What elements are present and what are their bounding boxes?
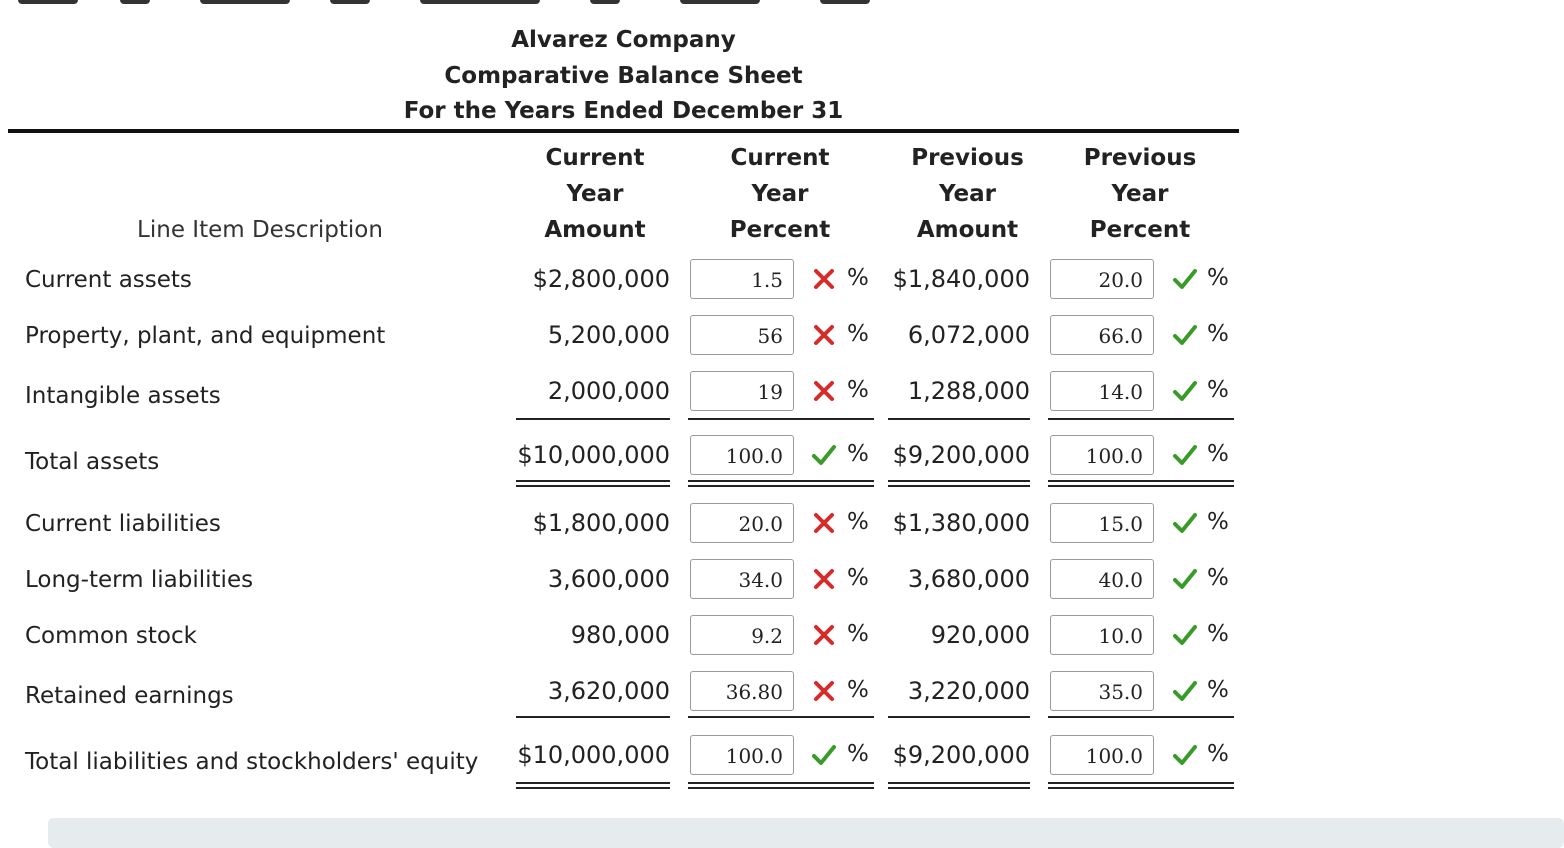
- statement-period: For the Years Ended December 31: [403, 98, 844, 124]
- common-stock-py-amount: 920,000: [930, 621, 1030, 649]
- ppe-cy-x-icon: [811, 322, 837, 348]
- current-liabilities-py-amount: $1,380,000: [892, 509, 1030, 537]
- total-assets-cy-percent-sign: %: [847, 441, 869, 467]
- intangible-assets-py-percent-sign: %: [1207, 377, 1229, 403]
- total-liab-equity-double-underline-2: [888, 782, 1030, 789]
- current-assets-py-amount: $1,840,000: [892, 265, 1030, 293]
- total-liabilities-equity-cy-check-icon: [811, 742, 837, 768]
- intangible-assets-cy-x-icon: [811, 378, 837, 404]
- cy-percent-header: Current Year Percent: [729, 145, 831, 243]
- common-stock-cy-amount: 980,000: [570, 621, 670, 649]
- current-assets-py-percent-sign: %: [1207, 265, 1229, 291]
- total-assets-label: Total assets: [25, 449, 160, 475]
- current-liabilities-cy-x-icon: [811, 510, 837, 536]
- total-liab-equity-double-underline-3: [1048, 782, 1234, 789]
- long-term-liabilities-py-percent-sign: %: [1207, 565, 1229, 591]
- current-liabilities-py-percent-input[interactable]: 15.0: [1050, 503, 1154, 543]
- current-liabilities-cy-percent-sign: %: [847, 509, 869, 535]
- intangible-assets-py-amount: 1,288,000: [907, 377, 1030, 405]
- retained-earnings-label: Retained earnings: [25, 683, 234, 709]
- intangible-underline-3: [1048, 418, 1234, 420]
- retained-earnings-cy-amount: 3,620,000: [547, 677, 670, 705]
- current-assets-py-percent-input[interactable]: 20.0: [1050, 259, 1154, 299]
- long-term-liabilities-py-check-icon: [1172, 566, 1198, 592]
- header-rule: [8, 129, 1239, 133]
- long-term-liabilities-cy-amount: 3,600,000: [547, 565, 670, 593]
- retained-earnings-py-percent-input[interactable]: 35.0: [1050, 671, 1154, 711]
- total-liab-equity-double-underline-0: [516, 782, 670, 789]
- long-term-liabilities-cy-x-icon: [811, 566, 837, 592]
- total-liabilities-equity-cy-percent-sign: %: [847, 741, 869, 767]
- intangible-underline-0: [516, 418, 670, 420]
- total-assets-py-percent-sign: %: [1207, 441, 1229, 467]
- total-liabilities-equity-py-percent-input[interactable]: 100.0: [1050, 735, 1154, 775]
- ppe-py-amount: 6,072,000: [907, 321, 1030, 349]
- retained-underline-2: [888, 716, 1030, 718]
- common-stock-cy-percent-input[interactable]: 9.2: [690, 615, 794, 655]
- ppe-py-percent-sign: %: [1207, 321, 1229, 347]
- cy-amount-header: Current Year Amount: [544, 145, 646, 243]
- statement-title: Comparative Balance Sheet: [444, 63, 803, 89]
- ppe-py-check-icon: [1172, 322, 1198, 348]
- current-assets-cy-percent-input[interactable]: 1.5: [690, 259, 794, 299]
- retained-earnings-cy-percent-input[interactable]: 36.80: [690, 671, 794, 711]
- common-stock-label: Common stock: [25, 623, 197, 649]
- current-assets-label: Current assets: [25, 267, 192, 293]
- retained-earnings-py-amount: 3,220,000: [907, 677, 1030, 705]
- description-column-header: Line Item Description: [137, 217, 383, 243]
- ppe-cy-amount: 5,200,000: [547, 321, 670, 349]
- common-stock-py-percent-input[interactable]: 10.0: [1050, 615, 1154, 655]
- intangible-assets-label: Intangible assets: [25, 383, 221, 409]
- retained-earnings-py-check-icon: [1172, 678, 1198, 704]
- total-liabilities-equity-py-percent-sign: %: [1207, 741, 1229, 767]
- ppe-py-percent-input[interactable]: 66.0: [1050, 315, 1154, 355]
- total-assets-py-amount: $9,200,000: [892, 441, 1030, 469]
- total-liabilities-equity-py-amount: $9,200,000: [892, 741, 1030, 769]
- total-assets-double-underline-0: [516, 480, 670, 487]
- total-liab-equity-double-underline-1: [688, 782, 874, 789]
- feedback-panel: [48, 818, 1564, 848]
- total-assets-py-check-icon: [1172, 442, 1198, 468]
- py-amount-header: Previous Year Amount: [911, 145, 1024, 243]
- total-assets-cy-check-icon: [811, 442, 837, 468]
- ppe-cy-percent-input[interactable]: 56: [690, 315, 794, 355]
- ppe-cy-percent-sign: %: [847, 321, 869, 347]
- total-assets-cy-amount: $10,000,000: [517, 441, 670, 469]
- common-stock-cy-x-icon: [811, 622, 837, 648]
- cropped-text-strip: [0, 0, 1564, 8]
- retained-earnings-cy-x-icon: [811, 678, 837, 704]
- current-assets-cy-x-icon: [811, 266, 837, 292]
- long-term-liabilities-label: Long-term liabilities: [25, 567, 254, 593]
- current-liabilities-cy-percent-input[interactable]: 20.0: [690, 503, 794, 543]
- intangible-assets-cy-percent-input[interactable]: 19: [690, 371, 794, 411]
- common-stock-cy-percent-sign: %: [847, 621, 869, 647]
- intangible-assets-py-check-icon: [1172, 378, 1198, 404]
- total-assets-double-underline-1: [688, 480, 874, 487]
- common-stock-py-check-icon: [1172, 622, 1198, 648]
- retained-underline-3: [1048, 716, 1234, 718]
- total-liabilities-equity-cy-amount: $10,000,000: [517, 741, 670, 769]
- current-assets-cy-amount: $2,800,000: [532, 265, 670, 293]
- long-term-liabilities-py-amount: 3,680,000: [907, 565, 1030, 593]
- retained-earnings-py-percent-sign: %: [1207, 677, 1229, 703]
- long-term-liabilities-cy-percent-input[interactable]: 34.0: [690, 559, 794, 599]
- current-liabilities-py-check-icon: [1172, 510, 1198, 536]
- current-assets-cy-percent-sign: %: [847, 265, 869, 291]
- current-liabilities-py-percent-sign: %: [1207, 509, 1229, 535]
- intangible-assets-cy-percent-sign: %: [847, 377, 869, 403]
- total-assets-double-underline-3: [1048, 480, 1234, 487]
- current-liabilities-label: Current liabilities: [25, 511, 221, 537]
- intangible-underline-1: [688, 418, 874, 420]
- total-liabilities-equity-label: Total liabilities and stockholders' equity: [25, 749, 479, 775]
- long-term-liabilities-py-percent-input[interactable]: 40.0: [1050, 559, 1154, 599]
- intangible-assets-cy-amount: 2,000,000: [547, 377, 670, 405]
- total-assets-py-percent-input[interactable]: 100.0: [1050, 435, 1154, 475]
- total-liabilities-equity-py-check-icon: [1172, 742, 1198, 768]
- company-name: Alvarez Company: [511, 27, 736, 53]
- intangible-assets-py-percent-input[interactable]: 14.0: [1050, 371, 1154, 411]
- current-liabilities-cy-amount: $1,800,000: [532, 509, 670, 537]
- long-term-liabilities-cy-percent-sign: %: [847, 565, 869, 591]
- ppe-label: Property, plant, and equipment: [25, 323, 386, 349]
- common-stock-py-percent-sign: %: [1207, 621, 1229, 647]
- retained-underline-1: [688, 716, 874, 718]
- total-assets-double-underline-2: [888, 480, 1030, 487]
- intangible-underline-2: [888, 418, 1030, 420]
- total-assets-cy-percent-input[interactable]: 100.0: [690, 435, 794, 475]
- retained-earnings-cy-percent-sign: %: [847, 677, 869, 703]
- py-percent-header: Previous Year Percent: [1083, 145, 1197, 243]
- current-assets-py-check-icon: [1172, 266, 1198, 292]
- total-liabilities-equity-cy-percent-input[interactable]: 100.0: [690, 735, 794, 775]
- retained-underline-0: [516, 716, 670, 718]
